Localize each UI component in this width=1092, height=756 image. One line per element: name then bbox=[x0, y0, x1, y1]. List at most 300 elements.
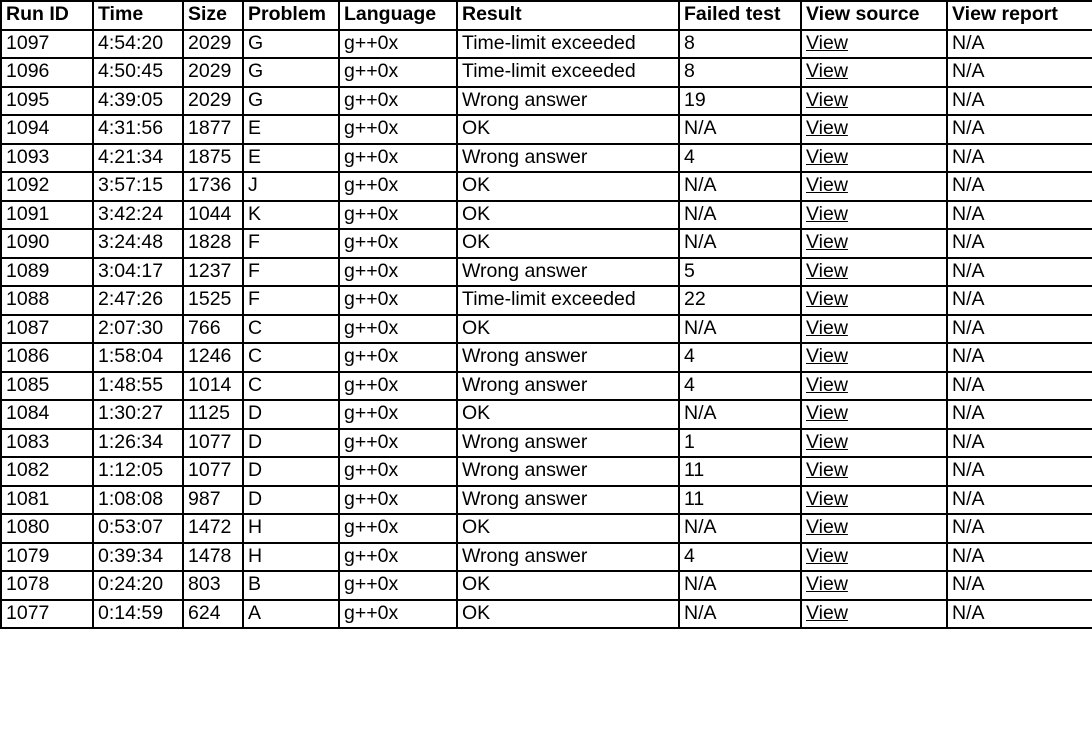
language-cell-text: g++0x bbox=[344, 145, 399, 168]
view-source-link[interactable]: View bbox=[806, 31, 848, 54]
run-id-cell bbox=[1, 600, 93, 629]
result-cell-text: Time-limit exceeded bbox=[462, 31, 636, 54]
size-cell-text: 1246 bbox=[188, 345, 232, 367]
problem-cell bbox=[243, 315, 339, 344]
table-body bbox=[1, 30, 1092, 629]
result-cell bbox=[457, 571, 679, 600]
time-cell bbox=[93, 429, 183, 458]
view-source-link[interactable]: View bbox=[806, 601, 848, 624]
view-report-cell-text: N/A bbox=[952, 516, 985, 538]
run-id-cell-text: 1090 bbox=[6, 231, 50, 253]
view-report-cell-text: N/A bbox=[952, 31, 985, 54]
failed-test-cell bbox=[679, 600, 801, 629]
run-id-cell-text: 1097 bbox=[6, 31, 50, 54]
size-cell bbox=[183, 343, 243, 372]
view-source-cell bbox=[801, 58, 947, 87]
run-id-cell bbox=[1, 543, 93, 572]
time-cell bbox=[93, 144, 183, 173]
run-id-cell bbox=[1, 87, 93, 116]
language-cell bbox=[339, 400, 457, 429]
failed-test-cell bbox=[679, 457, 801, 486]
result-cell-text: OK bbox=[462, 601, 491, 624]
failed-test-cell-text: N/A bbox=[684, 231, 717, 253]
view-source-link[interactable]: View bbox=[806, 88, 848, 111]
language-cell bbox=[339, 343, 457, 372]
run-id-cell bbox=[1, 429, 93, 458]
time-cell-text: 3:04:17 bbox=[98, 259, 164, 282]
time-cell-text: 1:58:04 bbox=[98, 345, 164, 367]
failed-test-cell bbox=[679, 571, 801, 600]
size-cell-text: 1828 bbox=[188, 231, 232, 253]
size-cell-text: 2029 bbox=[188, 60, 232, 82]
size-cell bbox=[183, 514, 243, 543]
result-cell bbox=[457, 58, 679, 87]
time-cell-text: 2:07:30 bbox=[98, 316, 164, 339]
failed-test-cell bbox=[679, 429, 801, 458]
problem-cell-text: C bbox=[248, 345, 263, 367]
table-row bbox=[1, 372, 1092, 401]
result-cell-text: OK bbox=[462, 117, 491, 139]
view-source-link[interactable]: View bbox=[806, 573, 848, 595]
run-id-cell bbox=[1, 144, 93, 173]
column-header-time[interactable]: Time bbox=[93, 1, 183, 30]
view-source-cell bbox=[801, 144, 947, 173]
table-row bbox=[1, 315, 1092, 344]
language-cell bbox=[339, 30, 457, 59]
run-id-cell bbox=[1, 571, 93, 600]
time-cell bbox=[93, 286, 183, 315]
result-cell-text: OK bbox=[462, 231, 491, 253]
run-id-cell-text: 1093 bbox=[6, 145, 50, 168]
problem-cell bbox=[243, 144, 339, 173]
time-cell-text: 1:48:55 bbox=[98, 373, 164, 396]
problem-cell-text: F bbox=[248, 231, 260, 253]
view-report-cell bbox=[947, 486, 1092, 515]
result-cell-text: Wrong answer bbox=[462, 145, 588, 168]
language-cell-text: g++0x bbox=[344, 487, 399, 510]
size-cell bbox=[183, 400, 243, 429]
view-source-link[interactable]: View bbox=[806, 373, 848, 396]
size-cell-text: 1525 bbox=[188, 288, 232, 310]
language-cell bbox=[339, 315, 457, 344]
result-cell-text: OK bbox=[462, 202, 491, 225]
view-report-cell-text: N/A bbox=[952, 430, 985, 453]
result-cell-text: Wrong answer bbox=[462, 373, 588, 396]
table-row bbox=[1, 600, 1092, 629]
failed-test-cell bbox=[679, 87, 801, 116]
problem-cell bbox=[243, 372, 339, 401]
view-source-cell bbox=[801, 286, 947, 315]
view-report-cell bbox=[947, 87, 1092, 116]
time-cell-text: 1:30:27 bbox=[98, 402, 164, 424]
view-report-cell-text: N/A bbox=[952, 88, 985, 111]
time-cell-text: 0:14:59 bbox=[98, 601, 164, 624]
view-report-cell bbox=[947, 30, 1092, 59]
size-cell-text: 803 bbox=[188, 573, 221, 595]
problem-cell-text: D bbox=[248, 459, 263, 481]
failed-test-cell-text: 22 bbox=[684, 288, 706, 310]
language-cell-text: g++0x bbox=[344, 544, 399, 567]
failed-test-cell-text: N/A bbox=[684, 601, 717, 624]
result-cell bbox=[457, 144, 679, 173]
view-source-cell bbox=[801, 172, 947, 201]
time-cell bbox=[93, 571, 183, 600]
run-id-cell-text: 1079 bbox=[6, 544, 50, 567]
problem-cell bbox=[243, 258, 339, 287]
result-cell bbox=[457, 514, 679, 543]
problem-cell bbox=[243, 201, 339, 230]
view-report-cell bbox=[947, 286, 1092, 315]
result-cell bbox=[457, 229, 679, 258]
problem-cell-text: D bbox=[248, 402, 263, 424]
view-source-cell bbox=[801, 486, 947, 515]
problem-cell bbox=[243, 115, 339, 144]
size-cell bbox=[183, 201, 243, 230]
failed-test-cell-text: 4 bbox=[684, 345, 695, 367]
time-cell bbox=[93, 372, 183, 401]
view-source-cell bbox=[801, 229, 947, 258]
run-id-cell bbox=[1, 30, 93, 59]
language-cell bbox=[339, 201, 457, 230]
table-row bbox=[1, 30, 1092, 59]
view-source-link[interactable]: View bbox=[806, 202, 848, 225]
run-id-cell bbox=[1, 343, 93, 372]
failed-test-cell bbox=[679, 343, 801, 372]
time-cell bbox=[93, 201, 183, 230]
result-cell bbox=[457, 486, 679, 515]
size-cell bbox=[183, 571, 243, 600]
table-header-row bbox=[1, 1, 1092, 30]
size-cell bbox=[183, 543, 243, 572]
failed-test-cell bbox=[679, 514, 801, 543]
view-source-link[interactable]: View bbox=[806, 60, 848, 82]
language-cell-text: g++0x bbox=[344, 459, 399, 481]
view-report-cell-text: N/A bbox=[952, 544, 985, 567]
language-cell-text: g++0x bbox=[344, 573, 399, 595]
view-source-link[interactable]: View bbox=[806, 259, 848, 282]
size-cell bbox=[183, 30, 243, 59]
view-source-link[interactable]: View bbox=[806, 316, 848, 339]
language-cell bbox=[339, 429, 457, 458]
language-cell-text: g++0x bbox=[344, 430, 399, 453]
time-cell-text: 0:24:20 bbox=[98, 573, 164, 595]
view-report-cell-text: N/A bbox=[952, 402, 985, 424]
size-cell bbox=[183, 258, 243, 287]
failed-test-cell-text: 11 bbox=[684, 487, 705, 510]
result-cell bbox=[457, 457, 679, 486]
result-cell bbox=[457, 343, 679, 372]
size-cell bbox=[183, 115, 243, 144]
view-source-cell bbox=[801, 258, 947, 287]
size-cell-text: 1875 bbox=[188, 145, 232, 168]
failed-test-cell bbox=[679, 229, 801, 258]
table-row bbox=[1, 229, 1092, 258]
failed-test-cell bbox=[679, 372, 801, 401]
view-source-link[interactable]: View bbox=[806, 288, 848, 310]
time-cell bbox=[93, 58, 183, 87]
table-row bbox=[1, 343, 1092, 372]
problem-cell bbox=[243, 30, 339, 59]
failed-test-cell-text: N/A bbox=[684, 573, 717, 595]
column-header-problem[interactable]: Problem bbox=[243, 1, 339, 30]
language-cell-text: g++0x bbox=[344, 516, 399, 538]
run-id-cell-text: 1092 bbox=[6, 174, 50, 196]
table-row bbox=[1, 286, 1092, 315]
view-source-link[interactable]: View bbox=[806, 117, 848, 139]
view-source-cell bbox=[801, 400, 947, 429]
view-source-cell bbox=[801, 429, 947, 458]
view-source-cell bbox=[801, 372, 947, 401]
size-cell-text: 2029 bbox=[188, 88, 232, 111]
size-cell-text: 1077 bbox=[188, 430, 232, 453]
time-cell-text: 4:50:45 bbox=[98, 60, 164, 82]
time-cell-text: 0:53:07 bbox=[98, 516, 164, 538]
problem-cell bbox=[243, 514, 339, 543]
failed-test-cell-text: N/A bbox=[684, 402, 717, 424]
time-cell bbox=[93, 315, 183, 344]
run-id-cell-text: 1087 bbox=[6, 316, 50, 339]
view-report-cell-text: N/A bbox=[952, 373, 985, 396]
language-cell-text: g++0x bbox=[344, 402, 399, 424]
run-id-cell-text: 1096 bbox=[6, 60, 50, 82]
problem-cell-text: A bbox=[248, 601, 262, 624]
time-cell bbox=[93, 543, 183, 572]
view-source-link[interactable]: View bbox=[806, 544, 848, 567]
language-cell bbox=[339, 172, 457, 201]
column-header-run-id[interactable]: Run ID bbox=[1, 1, 93, 30]
result-cell-text: Wrong answer bbox=[462, 459, 588, 481]
failed-test-cell bbox=[679, 315, 801, 344]
result-cell-text: Time-limit exceeded bbox=[462, 60, 636, 82]
view-source-link[interactable]: View bbox=[806, 402, 848, 424]
run-id-cell bbox=[1, 400, 93, 429]
time-cell bbox=[93, 600, 183, 629]
time-cell bbox=[93, 172, 183, 201]
result-cell bbox=[457, 87, 679, 116]
column-header-result[interactable]: Result bbox=[457, 1, 679, 30]
time-cell-text: 4:21:34 bbox=[98, 145, 164, 168]
view-report-cell bbox=[947, 457, 1092, 486]
problem-cell bbox=[243, 600, 339, 629]
table-row bbox=[1, 172, 1092, 201]
problem-cell-text: F bbox=[248, 259, 260, 282]
time-cell-text: 3:42:24 bbox=[98, 202, 164, 225]
table-row bbox=[1, 87, 1092, 116]
time-cell-text: 4:54:20 bbox=[98, 31, 164, 54]
view-source-link[interactable]: View bbox=[806, 231, 848, 253]
run-id-cell-text: 1077 bbox=[6, 601, 50, 624]
time-cell bbox=[93, 87, 183, 116]
result-cell-text: OK bbox=[462, 573, 491, 595]
table-row bbox=[1, 144, 1092, 173]
run-id-cell-text: 1084 bbox=[6, 402, 50, 424]
table-row bbox=[1, 514, 1092, 543]
failed-test-cell bbox=[679, 115, 801, 144]
language-cell bbox=[339, 286, 457, 315]
run-id-cell bbox=[1, 486, 93, 515]
size-cell-text: 1472 bbox=[188, 516, 232, 538]
size-cell-text: 2029 bbox=[188, 31, 232, 54]
result-cell-text: Wrong answer bbox=[462, 88, 588, 111]
column-header-view-source[interactable]: View source bbox=[801, 1, 947, 30]
time-cell-text: 1:08:08 bbox=[98, 487, 164, 510]
language-cell-text: g++0x bbox=[344, 231, 399, 253]
view-report-cell-text: N/A bbox=[952, 145, 985, 168]
problem-cell-text: G bbox=[248, 60, 264, 82]
table-header bbox=[1, 1, 1092, 30]
language-cell bbox=[339, 514, 457, 543]
run-id-cell bbox=[1, 258, 93, 287]
run-id-cell-text: 1091 bbox=[6, 202, 50, 225]
problem-cell-text: E bbox=[248, 145, 262, 168]
language-cell bbox=[339, 457, 457, 486]
size-cell bbox=[183, 172, 243, 201]
language-cell bbox=[339, 571, 457, 600]
problem-cell-text: B bbox=[248, 573, 262, 595]
result-cell bbox=[457, 115, 679, 144]
view-report-cell bbox=[947, 372, 1092, 401]
column-header-failed-test[interactable]: Failed test bbox=[679, 1, 801, 30]
failed-test-cell-text: N/A bbox=[684, 117, 717, 139]
language-cell bbox=[339, 486, 457, 515]
table-row bbox=[1, 429, 1092, 458]
run-id-cell bbox=[1, 172, 93, 201]
column-header-language[interactable]: Language bbox=[339, 1, 457, 30]
time-cell-text: 1:12:05 bbox=[98, 459, 164, 481]
result-cell bbox=[457, 543, 679, 572]
view-source-link[interactable]: View bbox=[806, 516, 848, 538]
view-source-link[interactable]: View bbox=[806, 345, 848, 367]
size-cell-text: 766 bbox=[188, 316, 221, 339]
size-cell-text: 1736 bbox=[188, 174, 232, 196]
view-source-link[interactable]: View bbox=[806, 145, 848, 168]
view-report-cell-text: N/A bbox=[952, 202, 985, 225]
result-cell bbox=[457, 172, 679, 201]
problem-cell-text: H bbox=[248, 516, 263, 538]
language-cell bbox=[339, 372, 457, 401]
view-report-cell bbox=[947, 315, 1092, 344]
table-row bbox=[1, 201, 1092, 230]
time-cell bbox=[93, 115, 183, 144]
failed-test-cell bbox=[679, 486, 801, 515]
view-report-cell-text: N/A bbox=[952, 573, 985, 595]
view-source-cell bbox=[801, 115, 947, 144]
language-cell bbox=[339, 58, 457, 87]
view-report-cell-text: N/A bbox=[952, 60, 985, 82]
result-cell-text: Wrong answer bbox=[462, 487, 588, 510]
failed-test-cell bbox=[679, 286, 801, 315]
result-cell bbox=[457, 286, 679, 315]
column-header-size[interactable]: Size bbox=[183, 1, 243, 30]
result-cell-text: Wrong answer bbox=[462, 430, 588, 453]
view-source-link[interactable]: View bbox=[806, 430, 848, 453]
problem-cell bbox=[243, 87, 339, 116]
problem-cell bbox=[243, 457, 339, 486]
view-source-link[interactable]: View bbox=[806, 174, 848, 196]
table-row bbox=[1, 457, 1092, 486]
problem-cell bbox=[243, 429, 339, 458]
failed-test-cell-text: 1 bbox=[684, 430, 695, 453]
language-cell-text: g++0x bbox=[344, 373, 399, 396]
result-cell-text: OK bbox=[462, 174, 491, 196]
failed-test-cell bbox=[679, 172, 801, 201]
language-cell-text: g++0x bbox=[344, 345, 399, 367]
run-id-cell bbox=[1, 115, 93, 144]
run-id-cell bbox=[1, 457, 93, 486]
column-header-view-report[interactable]: View report bbox=[947, 1, 1092, 30]
language-cell-text: g++0x bbox=[344, 259, 399, 282]
run-id-cell bbox=[1, 372, 93, 401]
size-cell-text: 1125 bbox=[188, 402, 230, 424]
run-id-cell-text: 1083 bbox=[6, 430, 50, 453]
language-cell-text: g++0x bbox=[344, 288, 399, 310]
failed-test-cell-text: N/A bbox=[684, 202, 717, 225]
run-id-cell bbox=[1, 514, 93, 543]
language-cell-text: g++0x bbox=[344, 31, 399, 54]
view-source-cell bbox=[801, 543, 947, 572]
run-id-cell-text: 1081 bbox=[6, 487, 50, 510]
time-cell bbox=[93, 514, 183, 543]
language-cell bbox=[339, 115, 457, 144]
run-id-cell bbox=[1, 201, 93, 230]
run-id-cell-text: 1082 bbox=[6, 459, 50, 481]
language-cell bbox=[339, 229, 457, 258]
time-cell bbox=[93, 343, 183, 372]
problem-cell-text: H bbox=[248, 544, 263, 567]
run-id-cell bbox=[1, 229, 93, 258]
result-cell-text: Wrong answer bbox=[462, 544, 588, 567]
size-cell bbox=[183, 486, 243, 515]
view-report-cell bbox=[947, 343, 1092, 372]
run-id-cell bbox=[1, 315, 93, 344]
view-report-cell-text: N/A bbox=[952, 117, 985, 139]
view-report-cell-text: N/A bbox=[952, 288, 985, 310]
failed-test-cell-text: N/A bbox=[684, 174, 717, 196]
time-cell-text: 1:26:34 bbox=[98, 430, 164, 453]
failed-test-cell-text: 8 bbox=[684, 60, 695, 82]
view-source-cell bbox=[801, 571, 947, 600]
view-source-link[interactable]: View bbox=[806, 487, 848, 510]
view-report-cell-text: N/A bbox=[952, 316, 985, 339]
failed-test-cell-text: 4 bbox=[684, 544, 695, 567]
view-source-link[interactable]: View bbox=[806, 459, 848, 481]
result-cell bbox=[457, 372, 679, 401]
view-report-cell-text: N/A bbox=[952, 231, 985, 253]
table-row bbox=[1, 571, 1092, 600]
table-row bbox=[1, 258, 1092, 287]
problem-cell-text: C bbox=[248, 373, 263, 396]
failed-test-cell bbox=[679, 201, 801, 230]
run-id-cell-text: 1088 bbox=[6, 288, 50, 310]
size-cell bbox=[183, 372, 243, 401]
time-cell bbox=[93, 258, 183, 287]
failed-test-cell bbox=[679, 58, 801, 87]
size-cell-text: 987 bbox=[188, 487, 221, 510]
view-source-cell bbox=[801, 600, 947, 629]
failed-test-cell bbox=[679, 30, 801, 59]
run-id-cell-text: 1095 bbox=[6, 88, 50, 111]
time-cell-text: 4:39:05 bbox=[98, 88, 164, 111]
view-report-cell-text: N/A bbox=[952, 459, 985, 481]
view-report-cell bbox=[947, 600, 1092, 629]
size-cell bbox=[183, 229, 243, 258]
run-id-cell-text: 1086 bbox=[6, 345, 50, 367]
view-report-cell bbox=[947, 201, 1092, 230]
time-cell bbox=[93, 229, 183, 258]
size-cell bbox=[183, 315, 243, 344]
size-cell bbox=[183, 58, 243, 87]
language-cell bbox=[339, 87, 457, 116]
